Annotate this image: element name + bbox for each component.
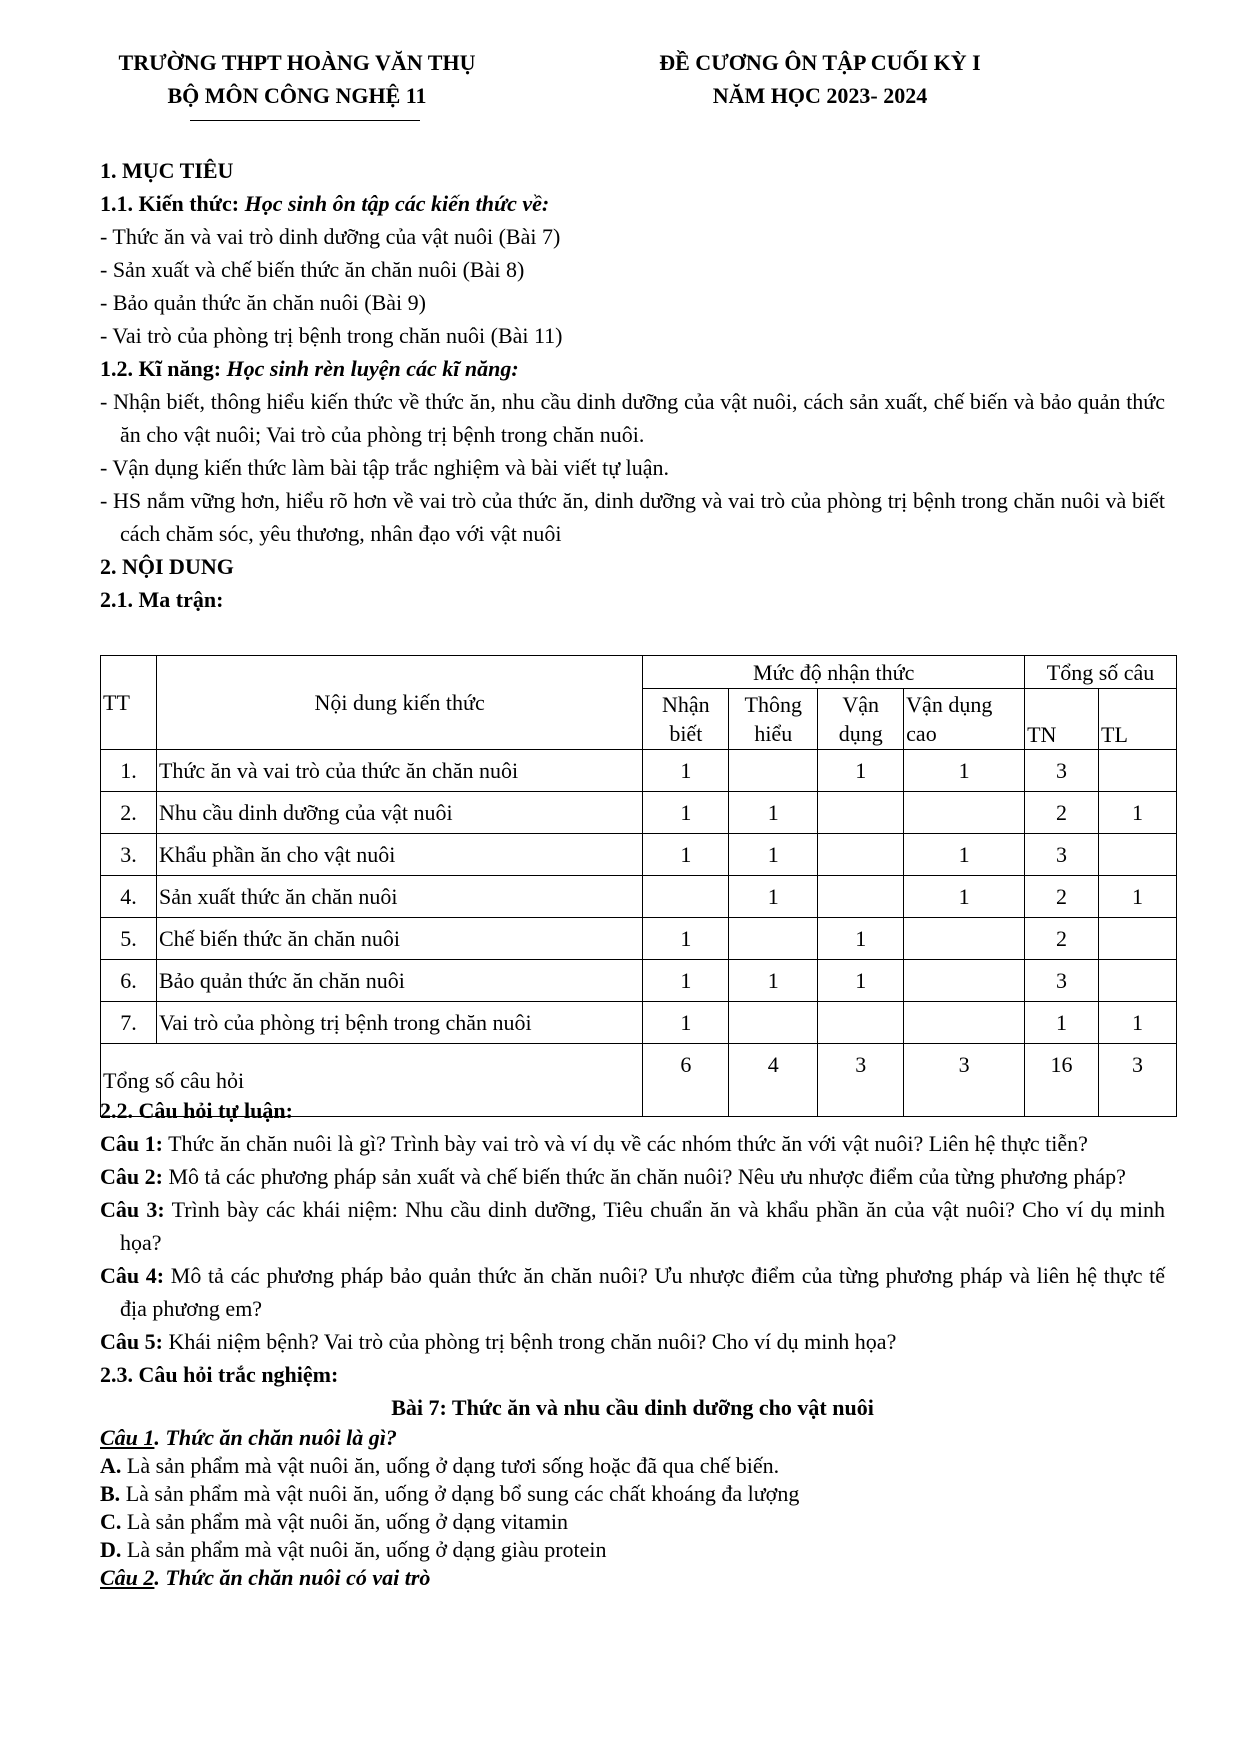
question-label: Câu 5:	[100, 1329, 163, 1354]
question-label: Câu 4:	[100, 1263, 165, 1288]
cell-tt: 1.	[101, 750, 157, 792]
option-text: Là sản phẩm mà vật nuôi ăn, uống ở dạng bổ sung các chất khoáng đa lượng	[125, 1481, 800, 1506]
cell-nb: 1	[643, 750, 729, 792]
cell-tl: 1	[1099, 792, 1177, 834]
cell-vdc	[904, 960, 1025, 1002]
mcq-question	[100, 1564, 1165, 1592]
cell-nb: 1	[643, 1002, 729, 1044]
knowledge-subtitle: Học sinh ôn tập các kiến thức về:	[244, 191, 550, 216]
cell-th: 1	[729, 792, 818, 834]
header-content: Nội dung kiến thức	[156, 656, 642, 750]
header-total: Tổng số câu	[1025, 656, 1177, 689]
header-vdc: Vận dụng cao	[904, 689, 1025, 750]
question-text: . Thức ăn chăn nuôi là gì?	[154, 1425, 397, 1450]
cell-tl	[1099, 750, 1177, 792]
cell-th: 1	[729, 834, 818, 876]
header-nb: Nhận biết	[643, 689, 729, 750]
question-number: Câu 2	[100, 1565, 155, 1590]
cell-tt: 6.	[101, 960, 157, 1002]
header-vd: Vận dụng	[818, 689, 904, 750]
skills-item: - Nhận biết, thông hiểu kiến thức về thức ăn, nhu cầu dinh dưỡng của vật nuôi, cách sản xuất, chế biến và bảo quản thức ăn cho vật nuôi; Vai trò của phòng trị bệnh trong chăn nuôi.	[100, 389, 1165, 447]
cell-tn: 3	[1025, 834, 1099, 876]
cell-tt: 3.	[101, 834, 157, 876]
knowledge-item: - Vai trò của phòng trị bệnh trong chăn nuôi (Bài 11)	[100, 323, 563, 348]
cell-vd	[818, 1002, 904, 1044]
header-tl: TL	[1099, 689, 1177, 750]
answer-option	[100, 1536, 1165, 1564]
mcq-title: 2.3. Câu hỏi trắc nghiệm:	[100, 1362, 339, 1387]
cell-th	[729, 918, 818, 960]
skills-item: - Vận dụng kiến thức làm bài tập trắc nghiệm và bài viết tự luận.	[100, 455, 670, 480]
document-header	[0, 46, 1241, 126]
total-tl: 3	[1099, 1044, 1177, 1117]
cell-tt: 2.	[101, 792, 157, 834]
school-info	[82, 46, 512, 112]
question-label: Câu 1:	[100, 1131, 163, 1156]
question-text: Mô tả các phương pháp sản xuất và chế biến thức ăn chăn nuôi? Nêu ưu nhược điểm của từng phương pháp?	[168, 1164, 1126, 1189]
total-nb: 6	[643, 1044, 729, 1117]
total-vd: 3	[818, 1044, 904, 1117]
option-text: Là sản phẩm mà vật nuôi ăn, uống ở dạng vitamin	[126, 1509, 569, 1534]
cell-tt: 4.	[101, 876, 157, 918]
cell-th: 1	[729, 876, 818, 918]
cell-vd: 1	[818, 750, 904, 792]
question-text: . Thức ăn chăn nuôi có vai trò	[154, 1565, 431, 1590]
question-text: Mô tả các phương pháp bảo quản thức ăn chăn nuôi? Ưu nhược điểm của từng phương pháp và liên hệ thực tế địa phương em?	[120, 1263, 1166, 1321]
essay-question	[100, 1259, 1165, 1325]
header-tt: TT	[101, 656, 157, 750]
question-number: Câu 1	[100, 1425, 155, 1450]
total-vdc: 3	[904, 1044, 1025, 1117]
cell-tn: 2	[1025, 876, 1099, 918]
table-row	[101, 1002, 1177, 1044]
total-label: Tổng số câu hỏi	[101, 1044, 643, 1117]
knowledge-item: - Thức ăn và vai trò dinh dưỡng của vật nuôi (Bài 7)	[100, 224, 561, 249]
cell-tt: 5.	[101, 918, 157, 960]
section-title-content: 2. NỘI DUNG	[100, 554, 234, 579]
table-row	[101, 960, 1177, 1002]
total-tn: 16	[1025, 1044, 1099, 1117]
cell-tl	[1099, 960, 1177, 1002]
cell-tl	[1099, 918, 1177, 960]
header-level: Mức độ nhận thức	[643, 656, 1025, 689]
essay-question	[100, 1127, 1165, 1160]
document-title: ĐỀ CƯƠNG ÔN TẬP CUỐI KỲ I	[659, 50, 981, 75]
answer-option	[100, 1508, 1165, 1536]
essay-question	[100, 1325, 1165, 1358]
document-info	[600, 46, 1040, 112]
cell-vdc: 1	[904, 834, 1025, 876]
question-label: Câu 3:	[100, 1197, 165, 1222]
cell-tn: 1	[1025, 1002, 1099, 1044]
school-name: TRƯỜNG THPT HOÀNG VĂN THỤ	[118, 50, 476, 75]
header-tn: TN	[1025, 689, 1099, 750]
essay-title: 2.2. Câu hỏi tự luận:	[100, 1098, 293, 1123]
header-th: Thông hiểu	[729, 689, 818, 750]
skills-item: - HS nắm vững hơn, hiểu rõ hơn về vai trò của thức ăn, dinh dưỡng và vai trò của phòng trị bệnh trong chăn nuôi và biết cách chăm sóc, yêu thương, nhân đạo với vật nuôi	[100, 488, 1165, 546]
cell-content: Chế biến thức ăn chăn nuôi	[156, 918, 642, 960]
section-title-objectives: 1. MỤC TIÊU	[100, 158, 234, 183]
cell-content: Khẩu phần ăn cho vật nuôi	[156, 834, 642, 876]
knowledge-item: - Sản xuất và chế biến thức ăn chăn nuôi (Bài 8)	[100, 257, 525, 282]
cell-tn: 3	[1025, 750, 1099, 792]
cell-tt: 7.	[101, 1002, 157, 1044]
option-letter: D.	[100, 1537, 122, 1562]
knowledge-label: 1.1. Kiến thức:	[100, 191, 240, 216]
cell-nb: 1	[643, 960, 729, 1002]
essay-question	[100, 1160, 1165, 1193]
answer-option	[100, 1480, 1165, 1508]
option-text: Là sản phẩm mà vật nuôi ăn, uống ở dạng giàu protein	[126, 1537, 607, 1562]
cell-tl	[1099, 834, 1177, 876]
table-row	[101, 918, 1177, 960]
department-name: BỘ MÔN CÔNG NGHỆ 11	[167, 83, 427, 108]
option-letter: C.	[100, 1509, 122, 1534]
cell-tn: 3	[1025, 960, 1099, 1002]
cell-content: Thức ăn và vai trò của thức ăn chăn nuôi	[156, 750, 642, 792]
cell-vdc: 1	[904, 876, 1025, 918]
question-text: Khái niệm bệnh? Vai trò của phòng trị bệnh trong chăn nuôi? Cho ví dụ minh họa?	[168, 1329, 897, 1354]
cell-content: Vai trò của phòng trị bệnh trong chăn nuôi	[156, 1002, 642, 1044]
cell-content: Bảo quản thức ăn chăn nuôi	[156, 960, 642, 1002]
cell-tl: 1	[1099, 876, 1177, 918]
option-letter: B.	[100, 1481, 121, 1506]
question-text: Thức ăn chăn nuôi là gì? Trình bày vai trò và ví dụ về các nhóm thức ăn với vật nuôi? Liên hệ thực tiễn?	[168, 1131, 1088, 1156]
header-underline	[190, 120, 420, 121]
cell-vd	[818, 834, 904, 876]
option-letter: A.	[100, 1453, 122, 1478]
cell-th: 1	[729, 960, 818, 1002]
knowledge-heading	[100, 187, 1165, 220]
answer-option	[100, 1452, 1165, 1480]
knowledge-item: - Bảo quản thức ăn chăn nuôi (Bài 9)	[100, 290, 426, 315]
cell-vd: 1	[818, 960, 904, 1002]
cell-nb: 1	[643, 792, 729, 834]
mcq-question	[100, 1424, 1165, 1452]
table-total-row	[101, 1044, 1177, 1117]
skills-heading	[100, 352, 1165, 385]
skills-subtitle: Học sinh rèn luyện các kĩ năng:	[226, 356, 519, 381]
cell-nb: 1	[643, 918, 729, 960]
cell-nb	[643, 876, 729, 918]
total-th: 4	[729, 1044, 818, 1117]
skills-label: 1.2. Kĩ năng:	[100, 356, 222, 381]
cell-vd	[818, 792, 904, 834]
cell-content: Nhu cầu dinh dưỡng của vật nuôi	[156, 792, 642, 834]
cell-vdc	[904, 918, 1025, 960]
matrix-title: 2.1. Ma trận:	[100, 587, 224, 612]
school-year: NĂM HỌC 2023- 2024	[712, 83, 928, 108]
knowledge-matrix-table	[100, 655, 1177, 1117]
table-row	[101, 876, 1177, 918]
table-row	[101, 834, 1177, 876]
essay-question	[100, 1193, 1165, 1259]
cell-tl: 1	[1099, 1002, 1177, 1044]
table-header-row	[101, 656, 1177, 689]
cell-th	[729, 750, 818, 792]
cell-tn: 2	[1025, 918, 1099, 960]
option-text: Là sản phẩm mà vật nuôi ăn, uống ở dạng tươi sống hoặc đã qua chế biến.	[126, 1453, 780, 1478]
cell-vdc	[904, 792, 1025, 834]
cell-content: Sản xuất thức ăn chăn nuôi	[156, 876, 642, 918]
cell-vdc	[904, 1002, 1025, 1044]
table-row	[101, 792, 1177, 834]
cell-vdc: 1	[904, 750, 1025, 792]
cell-vd	[818, 876, 904, 918]
cell-th	[729, 1002, 818, 1044]
question-text: Trình bày các khái niệm: Nhu cầu dinh dưỡng, Tiêu chuẩn ăn và khẩu phần ăn của vật nuôi? Cho ví dụ minh họa?	[120, 1197, 1165, 1255]
lesson-title: Bài 7: Thức ăn và nhu cầu dinh dưỡng cho vật nuôi	[391, 1395, 874, 1420]
table-row	[101, 750, 1177, 792]
cell-nb: 1	[643, 834, 729, 876]
question-label: Câu 2:	[100, 1164, 163, 1189]
cell-tn: 2	[1025, 792, 1099, 834]
cell-vd: 1	[818, 918, 904, 960]
